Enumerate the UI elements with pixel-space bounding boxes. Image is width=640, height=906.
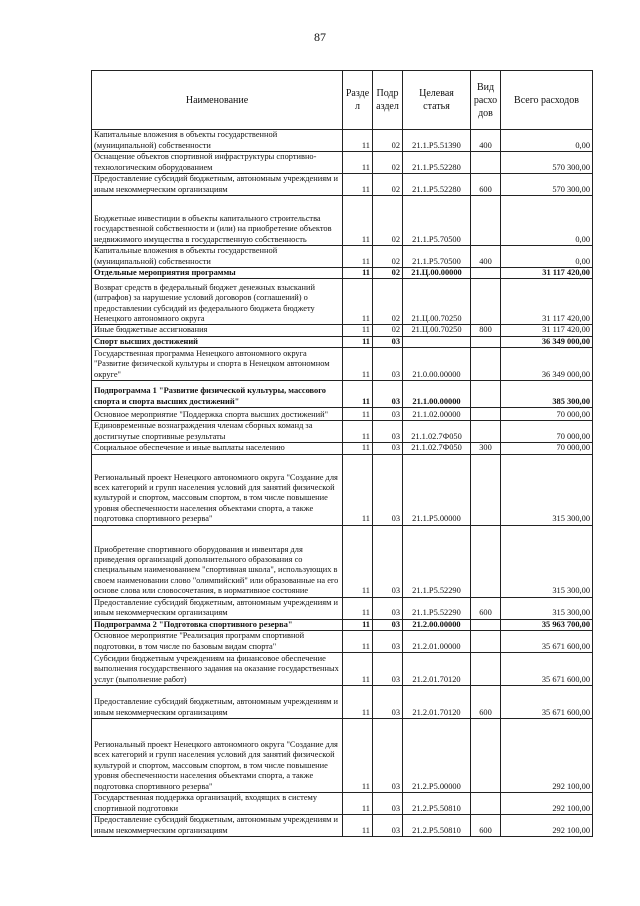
row-name-cell: Оснащение объектов спортивной инфраструктуры спортивно-технологическим оборудованием — [92, 152, 343, 174]
row-total-cell: 315 300,00 — [501, 597, 593, 619]
row-section-cell: 11 — [343, 325, 373, 336]
row-total-cell: 292 100,00 — [501, 719, 593, 793]
row-subsection-cell: 03 — [373, 793, 403, 815]
row-total-cell: 36 349 000,00 — [501, 336, 593, 347]
row-name-cell: Предоставление субсидий бюджетным, автономным учреждениям и иным некоммерческим организациям — [92, 815, 343, 837]
row-article-cell: 21.2.00.00000 — [403, 619, 471, 630]
row-subsection-cell: 03 — [373, 815, 403, 837]
table-row — [92, 279, 593, 325]
row-expense-type-cell: 600 — [471, 597, 501, 619]
row-total-cell: 70 000,00 — [501, 421, 593, 443]
table-row — [92, 525, 593, 597]
row-total-cell: 570 300,00 — [501, 174, 593, 196]
row-expense-type-cell — [471, 619, 501, 630]
row-article-cell: 21.2.01.70120 — [403, 653, 471, 686]
row-section-cell: 11 — [343, 246, 373, 268]
row-article-cell: 21.Ц.00.00000 — [403, 268, 471, 279]
row-article-cell: 21.1.02.7Ф050 — [403, 421, 471, 443]
row-expense-type-cell — [471, 421, 501, 443]
row-name-cell: Спорт высших достижений — [92, 336, 343, 347]
row-section-cell: 11 — [343, 597, 373, 619]
row-subsection-cell: 03 — [373, 686, 403, 719]
row-expense-type-cell — [471, 336, 501, 347]
row-name-cell: Предоставление субсидий бюджетным, автономным учреждениям и иным некоммерческим организациям — [92, 686, 343, 719]
row-total-cell: 0,00 — [501, 130, 593, 152]
row-expense-type-cell: 800 — [471, 325, 501, 336]
row-section-cell: 11 — [343, 421, 373, 443]
table-row — [92, 152, 593, 174]
row-name-cell: Капитальные вложения в объекты государственной (муниципальной) собственности — [92, 246, 343, 268]
row-subsection-cell: 03 — [373, 719, 403, 793]
row-article-cell: 21.2.Р5.50810 — [403, 793, 471, 815]
row-expense-type-cell: 600 — [471, 174, 501, 196]
row-article-cell: 21.1.Р5.51390 — [403, 130, 471, 152]
row-article-cell — [403, 336, 471, 347]
row-article-cell: 21.1.Р5.00000 — [403, 454, 471, 525]
row-subsection-cell: 02 — [373, 268, 403, 279]
row-article-cell: 21.1.Р5.70500 — [403, 196, 471, 246]
row-total-cell: 31 117 420,00 — [501, 325, 593, 336]
table-row — [92, 719, 593, 793]
row-subsection-cell: 03 — [373, 348, 403, 381]
table-row — [92, 174, 593, 196]
row-subsection-cell: 02 — [373, 196, 403, 246]
row-expense-type-cell — [471, 653, 501, 686]
table-header-row — [92, 71, 593, 130]
row-subsection-cell: 02 — [373, 279, 403, 325]
row-total-cell: 0,00 — [501, 196, 593, 246]
row-total-cell: 36 349 000,00 — [501, 348, 593, 381]
table-row — [92, 325, 593, 336]
row-expense-type-cell — [471, 525, 501, 597]
row-total-cell: 385 300,00 — [501, 381, 593, 408]
row-subsection-cell: 03 — [373, 597, 403, 619]
budget-table — [91, 70, 593, 837]
header-expense-type: Вид расхо дов — [471, 71, 501, 130]
row-subsection-cell: 03 — [373, 653, 403, 686]
row-total-cell: 70 000,00 — [501, 408, 593, 421]
page-number: 87 — [314, 30, 326, 44]
row-section-cell: 11 — [343, 130, 373, 152]
row-expense-type-cell — [471, 381, 501, 408]
row-section-cell: 11 — [343, 152, 373, 174]
table-row — [92, 597, 593, 619]
row-expense-type-cell — [471, 793, 501, 815]
row-section-cell: 11 — [343, 619, 373, 630]
row-subsection-cell: 03 — [373, 443, 403, 454]
table-row — [92, 130, 593, 152]
row-name-cell: Предоставление субсидий бюджетным, автономным учреждениям и иным некоммерческим организациям — [92, 597, 343, 619]
table-row — [92, 793, 593, 815]
row-section-cell: 11 — [343, 336, 373, 347]
row-name-cell: Приобретение спортивного оборудования и инвентаря для приведения организаций дополнительного образования со специальным наименованием "спортивная школа", использующих в своем наименовании слово "олимпийский" или образованные на его основе слова или словосочетания, в нормативное состояние — [92, 525, 343, 597]
row-article-cell: 21.Ц.00.70250 — [403, 325, 471, 336]
row-expense-type-cell: 600 — [471, 686, 501, 719]
row-article-cell: 21.1.Р5.52280 — [403, 152, 471, 174]
row-article-cell: 21.1.02.7Ф050 — [403, 443, 471, 454]
table-row — [92, 619, 593, 630]
row-section-cell: 11 — [343, 443, 373, 454]
row-section-cell: 11 — [343, 653, 373, 686]
row-expense-type-cell: 600 — [471, 815, 501, 837]
row-subsection-cell: 03 — [373, 408, 403, 421]
row-subsection-cell: 02 — [373, 174, 403, 196]
header-name: Наименование — [92, 71, 343, 130]
row-subsection-cell: 03 — [373, 381, 403, 408]
row-expense-type-cell — [471, 631, 501, 653]
row-name-cell: Государственная программа Ненецкого автономного округа "Развитие физической культуры и спорта в Ненецком автономном округе" — [92, 348, 343, 381]
row-expense-type-cell — [471, 279, 501, 325]
row-expense-type-cell: 400 — [471, 246, 501, 268]
row-subsection-cell: 02 — [373, 130, 403, 152]
table-row — [92, 454, 593, 525]
row-expense-type-cell — [471, 454, 501, 525]
row-subsection-cell: 03 — [373, 619, 403, 630]
row-article-cell: 21.0.00.00000 — [403, 348, 471, 381]
row-name-cell: Государственная поддержка организаций, входящих в систему спортивной подготовки — [92, 793, 343, 815]
row-section-cell: 11 — [343, 793, 373, 815]
row-total-cell: 315 300,00 — [501, 525, 593, 597]
row-article-cell: 21.1.Р5.70500 — [403, 246, 471, 268]
table-row — [92, 246, 593, 268]
row-name-cell: Основное мероприятие "Поддержка спорта высших достижений" — [92, 408, 343, 421]
table-row — [92, 348, 593, 381]
row-subsection-cell: 03 — [373, 336, 403, 347]
row-section-cell: 11 — [343, 196, 373, 246]
row-name-cell: Основное мероприятие "Реализация программ спортивной подготовки, в том числе по базовым видам спорта" — [92, 631, 343, 653]
row-section-cell: 11 — [343, 408, 373, 421]
row-subsection-cell: 02 — [373, 152, 403, 174]
row-total-cell: 35 671 600,00 — [501, 686, 593, 719]
row-section-cell: 11 — [343, 454, 373, 525]
row-section-cell: 11 — [343, 279, 373, 325]
row-section-cell: 11 — [343, 686, 373, 719]
row-total-cell: 292 100,00 — [501, 793, 593, 815]
row-name-cell: Иные бюджетные ассигнования — [92, 325, 343, 336]
row-name-cell: Бюджетные инвестиции в объекты капитального строительства государственной собственности и (или) на приобретение объектов недвижимого имущества в государственную собственность — [92, 196, 343, 246]
row-subsection-cell: 03 — [373, 631, 403, 653]
row-name-cell: Субсидии бюджетным учреждениям на финансовое обеспечение выполнения государственного задания на оказание государственных услуг (выполнение работ) — [92, 653, 343, 686]
row-article-cell: 21.1.00.00000 — [403, 381, 471, 408]
row-section-cell: 11 — [343, 719, 373, 793]
table-row — [92, 196, 593, 246]
row-article-cell: 21.2.Р5.00000 — [403, 719, 471, 793]
row-name-cell: Отдельные мероприятия программы — [92, 268, 343, 279]
row-name-cell: Возврат средств в федеральный бюджет денежных взысканий (штрафов) за нарушение условий договоров (соглашений) о предоставлении субсидий из федерального бюджета бюджету Ненецкого автономного округа — [92, 279, 343, 325]
row-expense-type-cell — [471, 152, 501, 174]
row-article-cell: 21.1.Р5.52280 — [403, 174, 471, 196]
row-section-cell: 11 — [343, 631, 373, 653]
row-name-cell: Региональный проект Ненецкого автономного округа "Создание для всех категорий и групп населения условий для занятий физической культурой и спортом, массовым спортом, в том числе повышение уровня обеспеченности населения объектами спорта, а также подготовка спортивного резерва" — [92, 454, 343, 525]
row-name-cell: Подпрограмма 1 "Развитие физической культуры, массового спорта и спорта высших достижений" — [92, 381, 343, 408]
table-row — [92, 815, 593, 837]
row-subsection-cell: 02 — [373, 246, 403, 268]
row-subsection-cell: 03 — [373, 421, 403, 443]
row-name-cell: Социальное обеспечение и иные выплаты населению — [92, 443, 343, 454]
row-section-cell: 11 — [343, 815, 373, 837]
row-expense-type-cell: 400 — [471, 130, 501, 152]
row-section-cell: 11 — [343, 268, 373, 279]
header-total: Всего расходов — [501, 71, 593, 130]
table-row — [92, 381, 593, 408]
row-subsection-cell: 03 — [373, 454, 403, 525]
row-section-cell: 11 — [343, 174, 373, 196]
row-expense-type-cell — [471, 408, 501, 421]
table-row — [92, 443, 593, 454]
table-row — [92, 336, 593, 347]
row-article-cell: 21.2.Р5.50810 — [403, 815, 471, 837]
row-subsection-cell: 02 — [373, 325, 403, 336]
row-expense-type-cell — [471, 196, 501, 246]
row-article-cell: 21.2.01.70120 — [403, 686, 471, 719]
table-row — [92, 421, 593, 443]
header-target-article: Целевая статья — [403, 71, 471, 130]
row-total-cell: 35 671 600,00 — [501, 653, 593, 686]
row-name-cell: Региональный проект Ненецкого автономного округа "Создание для всех категорий и групп населения условий для занятий физической культурой и спортом, массовым спортом, в том числе повышение уровня обеспеченности населения объектами спорта, а также подготовка спортивного резерва" — [92, 719, 343, 793]
row-expense-type-cell — [471, 719, 501, 793]
row-name-cell: Подпрограмма 2 "Подготовка спортивного резерва" — [92, 619, 343, 630]
row-name-cell: Предоставление субсидий бюджетным, автономным учреждениям и иным некоммерческим организациям — [92, 174, 343, 196]
table-row — [92, 408, 593, 421]
row-expense-type-cell — [471, 268, 501, 279]
row-total-cell: 31 117 420,00 — [501, 279, 593, 325]
row-article-cell: 21.Ц.00.70250 — [403, 279, 471, 325]
row-total-cell: 0,00 — [501, 246, 593, 268]
row-total-cell: 570 300,00 — [501, 152, 593, 174]
row-total-cell: 315 300,00 — [501, 454, 593, 525]
row-total-cell: 35 963 700,00 — [501, 619, 593, 630]
row-name-cell: Капитальные вложения в объекты государственной (муниципальной) собственности — [92, 130, 343, 152]
row-article-cell: 21.1.02.00000 — [403, 408, 471, 421]
row-expense-type-cell: 300 — [471, 443, 501, 454]
row-total-cell: 70 000,00 — [501, 443, 593, 454]
table-row — [92, 631, 593, 653]
row-total-cell: 31 117 420,00 — [501, 268, 593, 279]
row-expense-type-cell — [471, 348, 501, 381]
header-section: Разде л — [343, 71, 373, 130]
header-subsection: Подр аздел — [373, 71, 403, 130]
table-row — [92, 653, 593, 686]
row-section-cell: 11 — [343, 348, 373, 381]
row-article-cell: 21.2.01.00000 — [403, 631, 471, 653]
row-article-cell: 21.1.Р5.52290 — [403, 525, 471, 597]
row-section-cell: 11 — [343, 525, 373, 597]
row-subsection-cell: 03 — [373, 525, 403, 597]
table-row — [92, 268, 593, 279]
row-total-cell: 35 671 600,00 — [501, 631, 593, 653]
row-total-cell: 292 100,00 — [501, 815, 593, 837]
row-article-cell: 21.1.Р5.52290 — [403, 597, 471, 619]
row-section-cell: 11 — [343, 381, 373, 408]
row-name-cell: Единовременные вознаграждения членам сборных команд за достигнутые спортивные результаты — [92, 421, 343, 443]
table-row — [92, 686, 593, 719]
